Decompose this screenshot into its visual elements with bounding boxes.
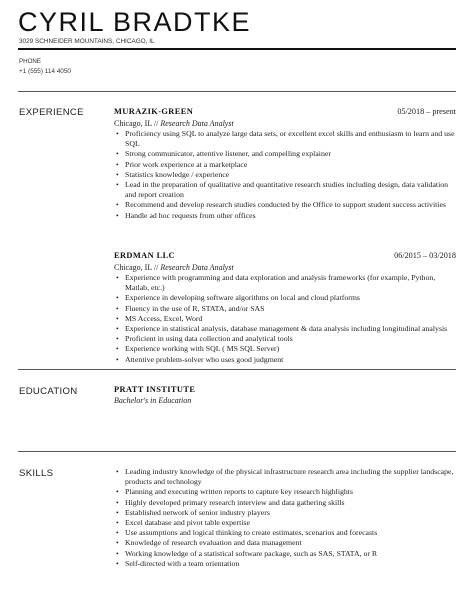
bullet-item: • Experience with programming and data exploration and analysis frameworks (for example, Python, Matlab, etc.) [114,273,456,293]
bullet-item: • Strong communicator, attentive listener, and compelling explainer [114,149,456,159]
bullet-item: • Handle ad hoc requests from other offices [114,211,456,221]
job-header [114,107,456,118]
skills-list [114,467,456,569]
bullet-item: • Attentive problem-solver who uses good judgment [114,355,456,365]
job-header [114,251,456,262]
bullet-item: • Experience in statistical analysis, database management & data analysis including longitudinal analysis [114,324,456,334]
skills-list-wrapper [114,467,456,569]
job-location: Chicago, IL // [114,119,161,128]
skill-item: • Planning and executing written reports to capture key research highlights [114,487,456,497]
bullet-item: • Experience in developing software algorithms on local and cloud platforms [114,293,456,303]
header-divider [18,48,456,50]
bullet-item: • Prior work experience at a marketplace [114,160,456,170]
company-name: MURAZIK-GREEN [114,107,194,116]
section-title-experience: EXPERIENCE [19,107,84,118]
section-title-education: EDUCATION [19,386,78,397]
section-divider [18,451,456,452]
job-location: Chicago, IL // [114,263,161,272]
candidate-name: CYRIL BRADTKE [18,7,252,37]
bullet-item: • Experience working with SQL ( MS SQL Server) [114,344,456,354]
section-divider [18,91,456,92]
section-divider [18,369,456,370]
bullet-item: • Recommend and develop research studies conducted by the Office to support student success activities [114,200,456,210]
skill-item: • Knowledge of research evaluation and data management [114,538,456,548]
job-location-role [114,118,456,129]
skill-item: • Use assumptions and logical thinking to create estimates, scenarios and forecasts [114,528,456,538]
skill-item: • Highly developed primary research interview and data gathering skills [114,498,456,508]
address: 3029 SCHNEIDER MOUNTAINS, CHICAGO, IL [19,38,155,45]
skill-item: • Leading industry knowledge of the physical infrastructure research area including the supplier landscape, products and technology [114,467,456,487]
education-entry [114,384,456,406]
job-dates: 05/2018 – present [397,107,456,116]
bullet-item: • Statistics knowledge / experience [114,170,456,180]
phone-number: +1 (555) 114 4050 [19,68,71,75]
job-role: Research Data Analyst [160,119,234,128]
bullet-item: • Lead in the preparation of qualitative and quantitative research studies including design, data validation and report creation [114,180,456,200]
degree: Bachelor's in Education [114,396,192,405]
job-location-role [114,262,456,273]
section-title-skills: SKILLS [19,468,54,479]
job-entry [114,107,456,221]
skill-item: • Self-directed with a team orientation [114,559,456,569]
skill-item: • Excel database and pivot table expertise [114,518,456,528]
phone-label: PHONE [19,58,42,65]
job-role: Research Data Analyst [160,263,234,272]
bullet-item: • MS Access, Excel, Word [114,314,456,324]
bullet-item: • Proficiency using SQL to analyze large data sets, or excellent excel skills and enthusiasm to learn and use SQL [114,129,456,149]
skill-item: • Established network of senior industry players [114,508,456,518]
school-name: PRATT INSTITUTE [114,385,196,394]
company-name: ERDMAN LLC [114,251,175,260]
bullet-item: • Fluency in the use of R, STATA, and/or SAS [114,304,456,314]
job-bullets [114,273,456,365]
bullet-item: • Proficient in using data collection and analytical tools [114,334,456,344]
job-dates: 06/2015 – 03/2018 [394,251,456,260]
job-bullets [114,129,456,221]
job-entry [114,251,456,365]
skill-item: • Working knowledge of a statistical software package, such as SAS, STATA, or R [114,549,456,559]
